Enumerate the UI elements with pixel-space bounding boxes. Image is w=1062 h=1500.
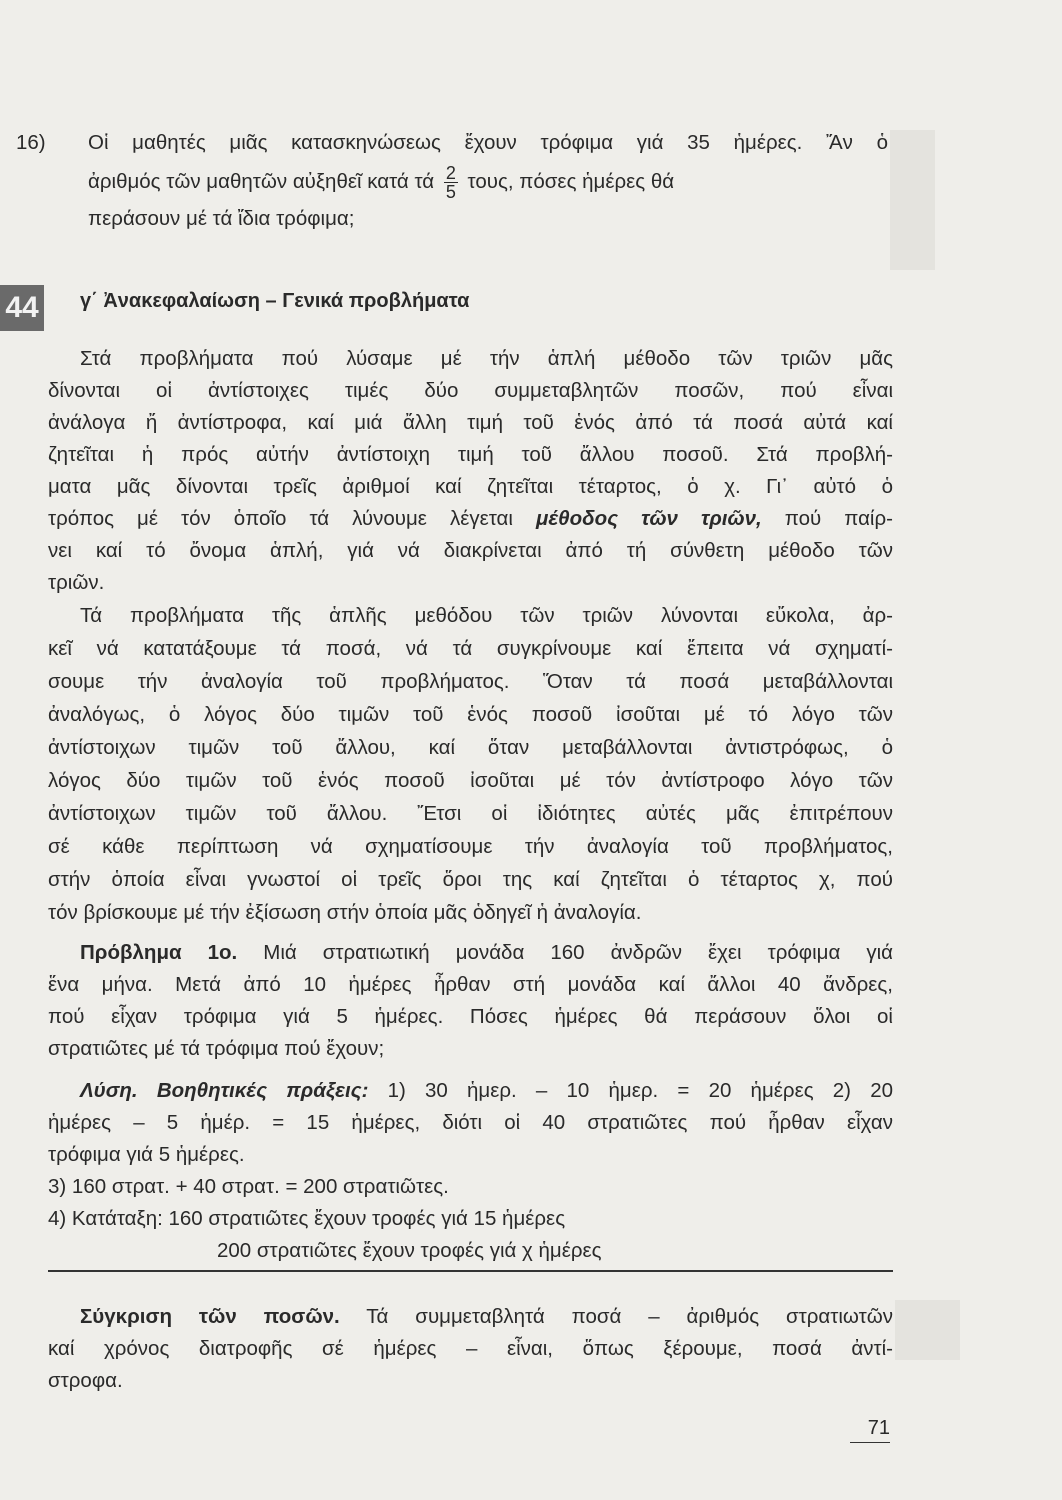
paragraph-line: ἀντίστοιχων τιμῶν τοῦ ἄλλου, καί ὅταν μεταβάλλονται ἀντιστρόφως, ὁ	[48, 736, 893, 759]
paragraph-line: ματα μᾶς δίνονται τρεῖς ἀριθμοί καί ζητεῖται τέταρτος, ὁ χ. Γι᾿ αὐτό ὁ	[48, 475, 893, 498]
paragraph-line: κεῖ νά κατατάξουμε τά ποσά, νά τά συγκρίνουμε καί ἔπειτα νά σχηματί-	[48, 637, 893, 660]
solution-line: 200 στρατιῶτες ἔχουν τροφές γιά χ ἡμέρες	[217, 1239, 602, 1262]
problem-label: Πρόβλημα 1ο.	[80, 941, 238, 964]
paragraph-line: ἀνάλογα ἤ ἀντίστροφα, καί μιά ἄλλη τιμή τοῦ ἑνός ἀπό τά ποσά αὐτά καί	[48, 411, 893, 434]
exercise-text: τους, πόσες ἡμέρες θά	[467, 169, 675, 193]
problem-line: στρατιῶτες μέ τά τρόφιμα πού ἔχουν;	[48, 1037, 385, 1060]
paragraph-line: τριῶν.	[48, 571, 105, 594]
paragraph-line: στήν ὁποία εἶναι γνωστοί οἱ τρεῖς ὅροι της καί ζητεῖται ὁ τέταρτος χ, πού	[48, 868, 893, 891]
solution-line: τρόφιμα γιά 5 ἡμέρες.	[48, 1143, 245, 1166]
solution-line	[80, 1076, 893, 1106]
section-title: γ΄ Ἀνακεφαλαίωση – Γενικά προβλήματα	[80, 290, 470, 312]
exercise-line	[88, 164, 888, 201]
comparison-line: στροφα.	[48, 1369, 123, 1392]
solution-label: Λύση.	[80, 1079, 138, 1102]
problem-line	[80, 938, 893, 968]
paragraph-line	[48, 504, 893, 534]
paragraph-line: ζητεῖται ἡ πρός αὐτήν ἀντίστοιχη τιμή τοῦ ἄλλου ποσοῦ. Στά προβλή-	[48, 443, 893, 466]
exercise-text: ἀριθμός τῶν μαθητῶν αὐξηθεῖ κατά τά	[88, 169, 435, 193]
paragraph-line: σουμε τήν ἀναλογία τοῦ προβλήματος. Ὅταν τά ποσά μεταβάλλονται	[48, 670, 893, 693]
paragraph-text: πού παίρ-	[784, 507, 893, 530]
solution-sublabel: Βοηθητικές πράξεις:	[156, 1079, 369, 1102]
exercise-number: 16)	[16, 131, 46, 154]
exercise-line: Οἱ μαθητές μιᾶς κατασκηνώσεως ἔχουν τρόφιμα γιά 35 ἡμέρες. Ἄν ὁ	[88, 131, 888, 154]
paragraph-line: δίνονται οἱ ἀντίστοιχες τιμές δύο συμμεταβλητῶν ποσῶν, πού εἶναι	[48, 379, 893, 402]
paragraph-line: Στά προβλήματα πού λύσαμε μέ τήν ἁπλή μέθοδο τῶν τριῶν μᾶς	[80, 347, 893, 370]
solution-line: ἡμέρες – 5 ἡμέρ. = 15 ἡμέρες, διότι οἱ 40 στρατιῶτες πού ἦρθαν εἶχαν	[48, 1111, 893, 1134]
solution-text: 1) 30 ἡμερ. – 10 ἡμερ. = 20 ἡμέρες 2) 20	[387, 1079, 894, 1102]
horizontal-rule	[48, 1270, 893, 1272]
page-number: 71	[850, 1414, 890, 1443]
paragraph-line: λόγος δύο τιμῶν τοῦ ἑνός ποσοῦ ἰσοῦται μέ τόν ἀντίστροφο λόγο τῶν	[48, 769, 893, 792]
section-number-tab: 44	[0, 285, 44, 331]
bleed-through-shade	[895, 1300, 960, 1360]
fraction	[444, 164, 458, 201]
comparison-label: Σύγκριση τῶν ποσῶν.	[80, 1305, 340, 1328]
exercise-line: περάσουν μέ τά ἴδια τρόφιμα;	[88, 207, 355, 230]
paragraph-line: ἀντίστοιχων τιμῶν τοῦ ἄλλου. Ἔτσι οἱ ἰδιότητες αὐτές μᾶς ἐπιτρέπουν	[48, 802, 893, 825]
solution-line: 3) 160 στρατ. + 40 στρατ. = 200 στρατιῶτες.	[48, 1175, 449, 1198]
paragraph-line: ἀναλόγως, ὁ λόγος δύο τιμῶν τοῦ ἑνός ποσοῦ ἰσοῦται μέ τό λόγο τῶν	[48, 703, 893, 726]
comparison-line	[80, 1302, 893, 1332]
emphasis-term: μέθοδος τῶν τριῶν,	[535, 507, 762, 530]
paragraph-line: νει καί τό ὄνομα ἁπλή, γιά νά διακρίνεται ἀπό τή σύνθετη μέθοδο τῶν	[48, 539, 893, 562]
comparison-text: Τά συμμεταβλητά ποσά – ἀριθμός στρατιωτῶν	[366, 1305, 893, 1328]
paragraph-line: σέ κάθε περίπτωση νά σχηματίσουμε τήν ἀναλογία τοῦ προβλήματος,	[48, 835, 893, 858]
fraction-denominator: 5	[445, 182, 456, 202]
problem-line: πού εἶχαν τρόφιμα γιά 5 ἡμέρες. Πόσες ἡμέρες θά περάσουν ὅλοι οἱ	[48, 1005, 893, 1028]
comparison-line: καί χρόνος διατροφῆς σέ ἡμέρες – εἶναι, ὅπως ξέρουμε, ποσά ἀντί-	[48, 1337, 893, 1360]
bleed-through-shade	[890, 130, 935, 270]
solution-line: 4) Κατάταξη: 160 στρατιῶτες ἔχουν τροφές γιά 15 ἡμέρες	[48, 1207, 566, 1230]
paragraph-line: Τά προβλήματα τῆς ἁπλῆς μεθόδου τῶν τριῶν λύνονται εὔκολα, ἀρ-	[80, 604, 893, 627]
fraction-numerator: 2	[445, 163, 456, 183]
paragraph-text: τρόπος μέ τόν ὁποῖο τά λύνουμε λέγεται	[48, 507, 513, 530]
problem-line: ἕνα μήνα. Μετά ἀπό 10 ἡμέρες ἦρθαν στή μονάδα καί ἄλλοι 40 ἄνδρες,	[48, 973, 893, 996]
paragraph-line: τόν βρίσκουμε μέ τήν ἐξίσωση στήν ὁποία μᾶς ὁδηγεῖ ἡ ἀναλογία.	[48, 901, 642, 924]
problem-text: Μιά στρατιωτική μονάδα 160 ἀνδρῶν ἔχει τρόφιμα γιά	[263, 941, 893, 964]
